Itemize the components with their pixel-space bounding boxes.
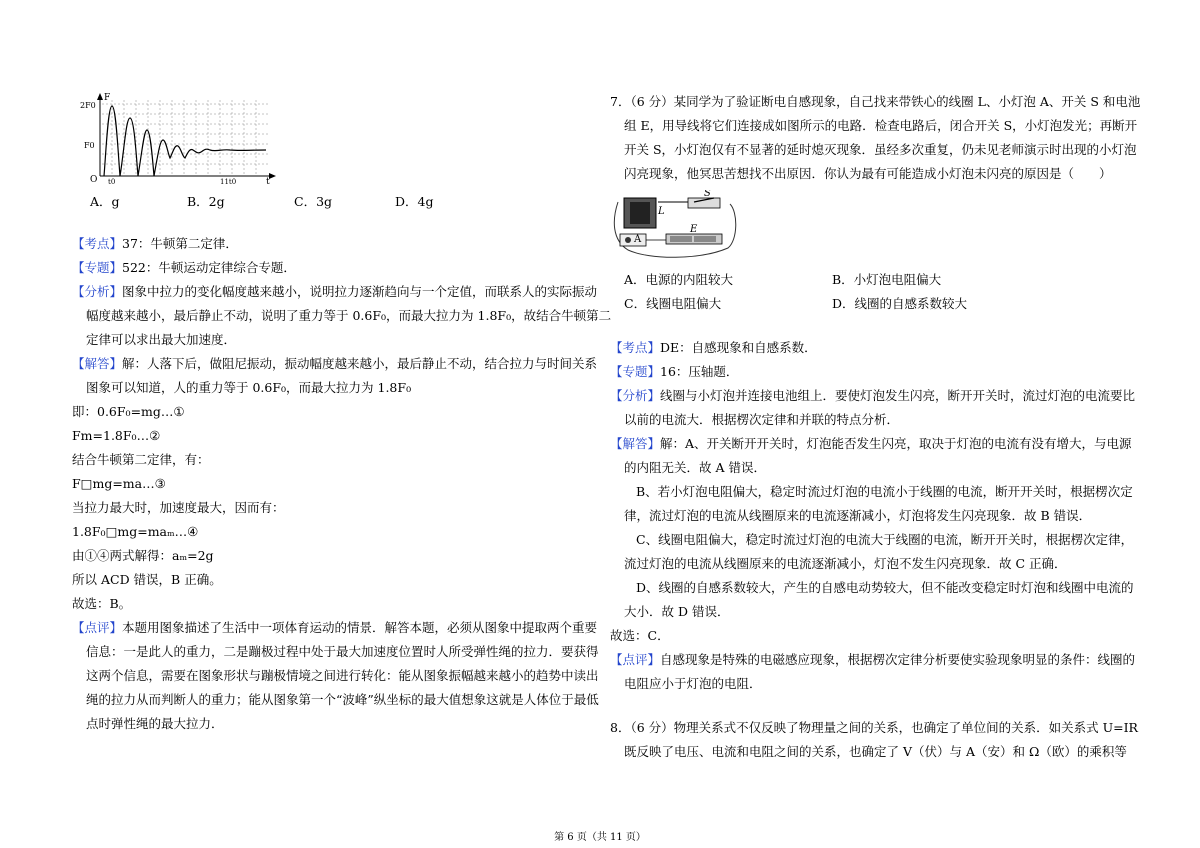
q7-body-line: D、线圈的自感系数较大，产生的自感电动势较大，但不能改变稳定时灯泡和线圈中电流的 xyxy=(636,580,1134,595)
graph-y-tick-f0: F0 xyxy=(84,141,95,150)
q6-dianping-l3: 这两个信息，需要在图象形状与蹦极情境之间进行转化：能从图象振幅越来越小的趋势中读出 xyxy=(86,668,599,683)
graph-y-label: F xyxy=(104,93,111,103)
dianping-tag: 【点评】 xyxy=(72,620,123,635)
fenxi-tag: 【分析】 xyxy=(610,388,661,403)
q8-question-l1: 8．（6 分）物理关系式不仅反映了物理量之间的关系，也确定了单位间的关系．如关系式 U=IR xyxy=(610,720,1138,735)
q6-option-a: A．g xyxy=(90,194,120,209)
jieda-tag: 【解答】 xyxy=(72,356,123,371)
graph-x-label: t xyxy=(266,177,270,184)
q7-body-line: 故选：C． xyxy=(610,628,670,643)
graph-x-tick-t0: t0 xyxy=(108,178,116,184)
circuit-label-a: A xyxy=(634,234,642,245)
zhuanti-tag: 【专题】 xyxy=(610,364,661,379)
zhuanti-tag: 【专题】 xyxy=(72,260,123,275)
q6-fenxi-l2: 幅度越来越小，最后静止不动，说明了重力等于 0.6F₀，而最大拉力为 1.8F₀，故结合牛顿第二 xyxy=(86,308,612,323)
q6-body-line: F□mg=ma…③ xyxy=(72,476,166,491)
q7-option-d: D．线圈的自感系数较大 xyxy=(832,296,968,311)
q6-dianping-l4: 绳的拉力从而判断人的重力；能从图象第一个“波峰”纵坐标的最大值想象这就是人体位于最低 xyxy=(86,692,599,707)
q7-fenxi-l2: 以前的电流大．根据楞次定律和并联的特点分析． xyxy=(624,412,900,427)
q7-dianping-l2: 电阻应小于灯泡的电阻． xyxy=(624,676,762,691)
q7-question-l4: 闪亮现象，他冥思苦想找不出原因．你认为最有可能造成小灯泡未闪亮的原因是（ ） xyxy=(624,166,1112,181)
q6-option-c: C．3g xyxy=(294,194,333,209)
fenxi-tag: 【分析】 xyxy=(72,284,123,299)
q6-jieda-l2: 图象可以知道，人的重力等于 0.6F₀，而最大拉力为 1.8F₀ xyxy=(86,380,412,395)
q7-option-c: C．线圈电阻偏大 xyxy=(624,296,722,311)
q6-fenxi-l3: 定律可以求出最大加速度． xyxy=(86,332,237,347)
page-footer: 第 6 页（共 11 页） xyxy=(554,832,646,843)
q7-body-line: 律，流过灯泡的电流从线圈原来的电流逐渐减小，灯泡将发生闪亮现象．故 B 错误． xyxy=(624,508,1092,523)
q7-kaodian: 【考点】DE：自感现象和自感系数． xyxy=(610,340,817,355)
q6-body-line: 所以 ACD 错误，B 正确。 xyxy=(72,572,222,587)
q6-body-line: 即：0.6F₀=mg…① xyxy=(72,404,185,419)
q6-zhuanti: 【专题】522：牛顿运动定律综合专题． xyxy=(72,260,296,275)
q6-body-line: Fm=1.8F₀…② xyxy=(72,428,161,443)
q6-option-b: B．2g xyxy=(187,194,225,209)
q7-body-line: C、线圈电阻偏大，稳定时流过灯泡的电流大于线圈的电流，断开开关时，根据楞次定律， xyxy=(636,532,1134,547)
kaodian-tag: 【考点】 xyxy=(610,340,661,355)
q6-body-line: 当拉力最大时，加速度最大，因而有： xyxy=(72,500,285,515)
q7-option-a: A．电源的内阻较大 xyxy=(624,272,734,287)
dianping-tag: 【点评】 xyxy=(610,652,661,667)
q7-body-line: 大小．故 D 错误． xyxy=(624,604,730,619)
q6-option-d: D．4g xyxy=(395,194,434,209)
q6-dianping-l2: 信息：一是此人的重力，二是蹦极过程中处于最大加速度位置时人所受弹性绳的拉力．要获得 xyxy=(86,644,599,659)
graph-y-tick-2f0: 2F0 xyxy=(80,101,96,110)
q7-fenxi: 【分析】线圈与小灯泡并连接电池组上．要使灯泡发生闪亮，断开开关时，流过灯泡的电流要比 xyxy=(610,388,1136,403)
q6-fenxi: 【分析】图象中拉力的变化幅度越来越小，说明拉力逐渐趋向与一个定值，而联系人的实际振动 xyxy=(72,284,598,299)
q8-question-l2: 既反映了电压、电流和电阻之间的关系，也确定了 V（伏）与 A（安）和 Ω（欧）的乘积等 xyxy=(624,744,1127,759)
q6-kaodian: 【考点】37：牛顿第二定律． xyxy=(72,236,238,251)
q7-question-l1: 7．（6 分）某同学为了验证断电自感现象，自己找来带铁心的线圈 L、小灯泡 A、开关 S 和电池 xyxy=(610,94,1141,109)
q6-dianping: 【点评】本题用图象描述了生活中一项体育运动的情景．解答本题，必须从图象中提取两个重要 xyxy=(72,620,598,635)
q7-question-l3: 开关 S，小灯泡仅有不显著的延时熄灭现象．虽经多次重复，仍未见老师演示时出现的小灯泡 xyxy=(624,142,1137,157)
force-time-graph xyxy=(80,92,280,184)
circuit-label-s: S xyxy=(704,190,711,199)
jieda-tag: 【解答】 xyxy=(610,436,661,451)
q7-zhuanti: 【专题】16：压轴题． xyxy=(610,364,739,379)
q7-dianping: 【点评】自感现象是特殊的电磁感应现象，根据楞次定律分析要使实验现象明显的条件：线圈的 xyxy=(610,652,1136,667)
q6-dianping-l5: 点时弹性绳的最大拉力． xyxy=(86,716,224,731)
q7-question-l2: 组 E，用导线将它们连接成如图所示的电路．检查电路后，闭合开关 S，小灯泡发光；再断开 xyxy=(624,118,1138,133)
q6-body-line: 结合牛顿第二定律，有： xyxy=(72,452,210,467)
q6-body-line: 1.8F₀□mg=maₘ…④ xyxy=(72,524,199,539)
graph-origin: O xyxy=(90,175,98,184)
q7-body-line: 流过灯泡的电流从线圈原来的电流逐渐减小，灯泡不发生闪亮现象．故 C 正确． xyxy=(624,556,1067,571)
circuit-label-e: E xyxy=(690,224,698,235)
q6-jieda: 【解答】解：人落下后，做阻尼振动，振动幅度越来越小，最后静止不动，结合拉力与时间关系 xyxy=(72,356,598,371)
circuit-label-l: L xyxy=(658,206,665,217)
q7-jieda-l2: 的内阻无关．故 A 错误． xyxy=(624,460,766,475)
kaodian-tag: 【考点】 xyxy=(72,236,123,251)
q7-jieda: 【解答】解：A、开关断开开关时，灯泡能否发生闪亮，取决于灯泡的电流有没有增大，与电源 xyxy=(610,436,1132,451)
q7-body-line: B、若小灯泡电阻偏大，稳定时流过灯泡的电流小于线圈的电流，断开开关时，根据楞次定 xyxy=(636,484,1133,499)
q7-option-b: B．小灯泡电阻偏大 xyxy=(832,272,942,287)
q6-body-line: 由①④两式解得：aₘ=2g xyxy=(72,548,214,563)
graph-x-tick-11t0: 11t0 xyxy=(220,178,237,184)
circuit-diagram xyxy=(610,190,740,260)
q6-body-line: 故选：B。 xyxy=(72,596,132,611)
